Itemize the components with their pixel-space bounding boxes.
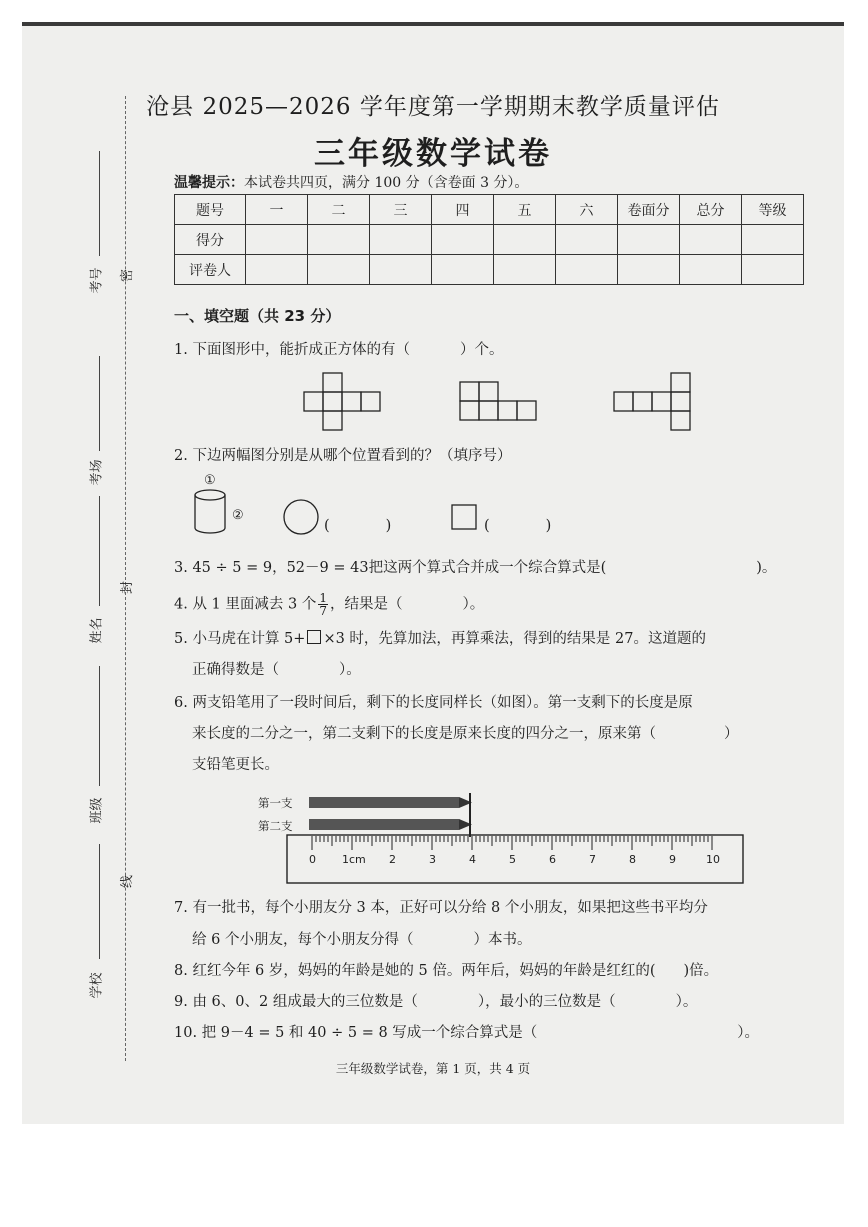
grader-cell[interactable] <box>618 255 680 285</box>
name-label: 姓名 <box>89 617 105 644</box>
circle-view-icon <box>282 498 322 538</box>
q2-close-2: ) <box>545 518 552 534</box>
q4-text-mid: ，结果是（ <box>329 596 403 613</box>
header-cell: 五 <box>494 195 556 225</box>
q5-text: 5. 小马虎在计算 5+ <box>174 631 306 647</box>
question-3 <box>174 556 776 577</box>
ruler-labels <box>282 853 752 869</box>
exam-room-line <box>99 356 100 451</box>
score-cell[interactable] <box>308 225 370 255</box>
ruler-label: 7 <box>589 853 596 866</box>
grader-cell[interactable] <box>494 255 556 285</box>
q8-text-end: )倍。 <box>683 963 719 979</box>
pencil-2-icon <box>309 819 472 830</box>
score-cell[interactable] <box>742 225 804 255</box>
header-cell: 六 <box>556 195 618 225</box>
tip-label: 温馨提示： <box>174 175 244 191</box>
class-label: 班级 <box>89 797 105 824</box>
q6-text-2: 来长度的二分之一，第二支剩下的长度是原来长度的四分之一，原来第（ <box>192 726 656 742</box>
pencil-label-2: 第二支 <box>258 819 293 833</box>
exam-number-label: 考号 <box>89 267 105 294</box>
cylinder-icon <box>190 488 230 536</box>
seal-dashed-line <box>125 96 126 1061</box>
name-line <box>99 496 100 606</box>
row-label: 评卷人 <box>175 255 246 285</box>
question-1 <box>174 338 503 359</box>
box-placeholder-icon <box>307 630 321 644</box>
school-line <box>99 844 100 959</box>
q2-answer-2 <box>484 518 551 534</box>
score-table <box>174 194 804 285</box>
question-9 <box>174 990 697 1011</box>
grader-cell[interactable] <box>370 255 432 285</box>
ruler-label: 1cm <box>342 853 366 866</box>
header-cell: 三 <box>370 195 432 225</box>
header-cell: 题号 <box>175 195 246 225</box>
question-8 <box>174 959 718 980</box>
header-cell: 等级 <box>742 195 804 225</box>
exam-page <box>22 22 844 1124</box>
cube-net-3 <box>614 373 690 430</box>
view-label-2: ② <box>232 508 244 523</box>
grader-row <box>175 255 804 285</box>
q1-text: 1. 下面图形中，能折成正方体的有（ <box>174 342 410 358</box>
question-6-line2 <box>192 722 739 743</box>
pencil-1-icon <box>309 797 472 808</box>
score-cell[interactable] <box>556 225 618 255</box>
header-cell: 总分 <box>680 195 742 225</box>
q5-text-mid: ×3 时，先算加法，再算乘法，得到的结果是 27。这道题的 <box>323 631 706 647</box>
seal-char-mi: 密 <box>120 268 136 283</box>
view-label-1: ① <box>204 473 216 488</box>
ruler-label: 4 <box>469 853 476 866</box>
ruler-label: 9 <box>669 853 676 866</box>
q9-text: 9. 由 6、0、2 组成最大的三位数是（ <box>174 994 418 1010</box>
question-6-line3: 支铅笔更长。 <box>192 757 279 773</box>
ruler-label: 5 <box>509 853 516 866</box>
fraction-denominator: 7 <box>319 604 327 618</box>
tip-line <box>174 172 528 192</box>
cube-net-1 <box>304 373 380 430</box>
q5-text-end: ）。 <box>339 662 361 678</box>
grader-cell[interactable] <box>308 255 370 285</box>
grader-cell[interactable] <box>432 255 494 285</box>
q7-text-end: ）本书。 <box>473 932 532 948</box>
score-cell[interactable] <box>370 225 432 255</box>
school-label: 学校 <box>89 972 105 999</box>
q3-text: 3. 45 ÷ 5 = 9，52－9 = 43把这两个算式合并成一个综合算式是( <box>174 560 607 576</box>
question-7-line2 <box>192 928 531 949</box>
q4-text-end: ）。 <box>462 596 485 613</box>
question-7-line1: 7. 有一批书，每个小朋友分 3 本，正好可以分给 8 个小朋友，如果把这些书平均分 <box>174 900 708 916</box>
ruler-label: 8 <box>629 853 636 866</box>
grader-cell[interactable] <box>246 255 308 285</box>
q9-text-end: ）。 <box>675 994 698 1010</box>
row-label: 得分 <box>175 225 246 255</box>
ruler-label: 2 <box>389 853 396 866</box>
class-line <box>99 666 100 786</box>
seal-char-feng: 封 <box>120 580 136 595</box>
grader-cell[interactable] <box>556 255 618 285</box>
exam-subtitle: 三年级数学试卷 <box>314 136 552 172</box>
q8-text: 8. 红红今年 6 岁，妈妈的年龄是她的 5 倍。两年后，妈妈的年龄是红红的( <box>174 963 656 979</box>
fraction-numerator: 1 <box>319 591 327 605</box>
grader-cell[interactable] <box>680 255 742 285</box>
header-cell: 卷面分 <box>618 195 680 225</box>
question-2: 2. 下边两幅图分别是从哪个位置看到的？（填序号） <box>174 448 512 464</box>
page-footer: 三年级数学试卷，第 1 页，共 4 页 <box>335 1061 531 1076</box>
ruler-label: 0 <box>309 853 316 866</box>
fraction-one-seventh <box>318 592 328 617</box>
q3-text-end: )。 <box>756 560 777 576</box>
q5-text-2: 正确得数是（ <box>192 662 279 678</box>
header-cell: 一 <box>246 195 308 225</box>
pencil-and-ruler-figure <box>282 791 752 886</box>
q2-open-2: ( <box>484 518 490 534</box>
question-5 <box>174 627 706 648</box>
q2-close-1: ) <box>385 518 392 534</box>
pencil-label-1: 第一支 <box>258 796 293 810</box>
q2-answer-1 <box>324 518 391 534</box>
score-cell[interactable] <box>246 225 308 255</box>
section-1-title: 一、填空题（共 23 分） <box>174 307 341 325</box>
score-row <box>175 225 804 255</box>
header-cell: 二 <box>308 195 370 225</box>
question-5-line2 <box>192 658 361 679</box>
q1-text-end: ）个。 <box>459 342 504 358</box>
q2-open-1: ( <box>324 518 330 534</box>
q7-text-2: 给 6 个小朋友，每个小朋友分得（ <box>192 932 414 948</box>
exam-room-label: 考场 <box>89 459 105 486</box>
score-cell[interactable] <box>618 225 680 255</box>
exam-title: 沧县 2025—2026 学年度第一学期期末教学质量评估 <box>146 94 720 120</box>
cube-net-2 <box>460 382 536 420</box>
cube-net-figures <box>292 368 712 436</box>
tip-text: 本试卷共四页，满分 100 分（含卷面 3 分）。 <box>244 175 529 191</box>
q6-text-2-end: ） <box>724 726 739 742</box>
q10-text: 10. 把 9－4 = 5 和 40 ÷ 5 = 8 写成一个综合算式是（ <box>174 1025 538 1041</box>
seal-char-xian: 线 <box>120 874 136 889</box>
ruler-label: 6 <box>549 853 556 866</box>
score-cell[interactable] <box>494 225 556 255</box>
score-table-header-row <box>175 195 804 225</box>
header-cell: 四 <box>432 195 494 225</box>
q4-text: 4. 从 1 里面减去 3 个 <box>174 596 317 613</box>
ruler-label: 10 <box>706 853 720 866</box>
q9-text-mid: ），最小的三位数是（ <box>477 994 616 1010</box>
ruler-label: 3 <box>429 853 436 866</box>
question-10 <box>174 1021 759 1042</box>
q10-text-end: ）。 <box>737 1025 760 1041</box>
square-view-icon <box>450 503 480 533</box>
question-4 <box>174 592 484 617</box>
score-cell[interactable] <box>680 225 742 255</box>
question-6-line1: 6. 两支铅笔用了一段时间后，剩下的长度同样长（如图）。第一支剩下的长度是原 <box>174 695 693 711</box>
score-cell[interactable] <box>432 225 494 255</box>
grader-cell[interactable] <box>742 255 804 285</box>
